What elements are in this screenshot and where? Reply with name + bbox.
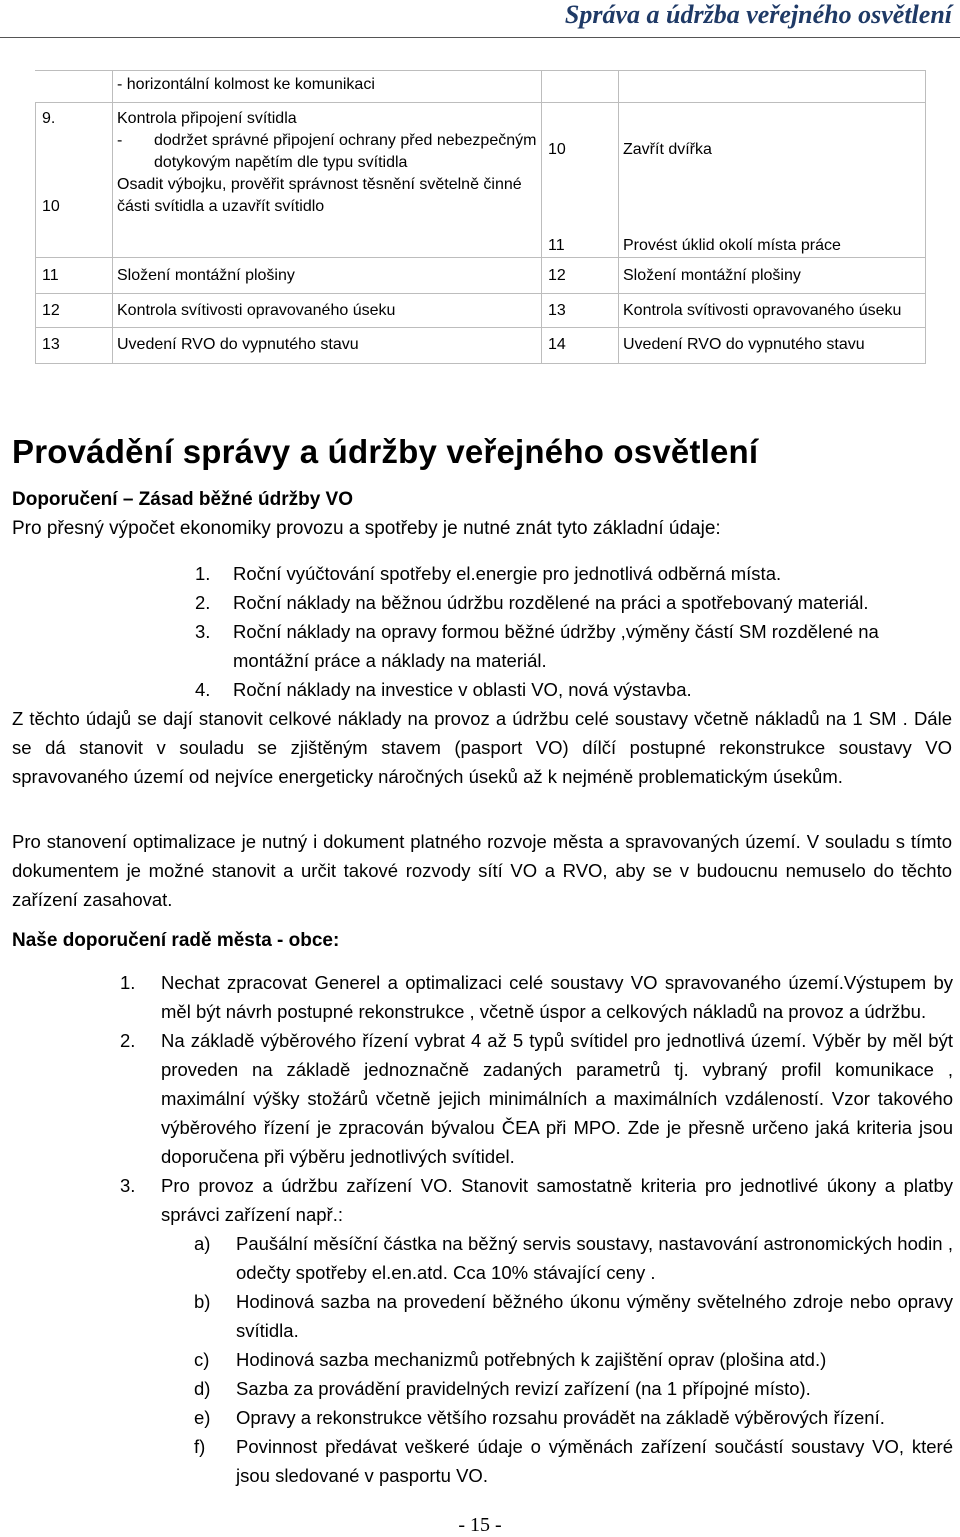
sublist-item-text: Opravy a rekonstrukce většího rozsahu provádět na základě výběrových řízení. bbox=[236, 1407, 885, 1428]
table-row bbox=[36, 328, 926, 364]
list-item-number: 1. bbox=[195, 563, 211, 584]
sublist-item bbox=[194, 1345, 953, 1374]
header-rule bbox=[0, 37, 960, 38]
paragraph-development: Pro stanovení optimalizace je nutný i dokument platného rozvoje města a spravovaných území. V souladu s tímto dokumentem je možné stanovit a určit takové rozvody sítí VO a RVO, aby se v budoucnu nemuselo do těchto zařízení zasahovat. bbox=[12, 831, 952, 910]
sublist-item-text: Povinnost předávat veškeré údaje o výměnách zařízení součástí soustavy VO, které jsou sledované v pasportu VO. bbox=[236, 1436, 953, 1486]
row4-left-text: Kontrola svítivosti opravovaného úseku bbox=[113, 294, 542, 328]
table-row bbox=[36, 103, 926, 258]
sublist-item bbox=[194, 1374, 953, 1403]
list-item-text: Na základě výběrového řízení vybrat 4 až 5 typů svítidel pro jednotlivá území. Výběr by měl být proveden na základě jednoznačně zadaných parametrů tj. vybraný profil komunikace , maximální výšky stožárů včetně jejich minimálních a maximálních vzdáleností. Vzor takového výběrového řízení je zpracován bývalou ČEA při MPO. Zde je přesně určeno jaká kriteria jsou doporučena při výběru jednotlivých svítidel. bbox=[161, 1030, 953, 1167]
list-item-text: Roční náklady na opravy formou běžné údržby ,výměny částí SM rozdělené na montážní práce a náklady na materiál. bbox=[233, 621, 879, 671]
list-item bbox=[195, 675, 955, 704]
procedure-table bbox=[35, 70, 926, 364]
list-item bbox=[120, 1171, 953, 1490]
recommend-title: Naše doporučení radě města - obce: bbox=[12, 930, 340, 951]
row3-right-text: Složení montážní plošiny bbox=[619, 258, 926, 294]
row1-right-text: Zavřít dvířka bbox=[623, 141, 712, 158]
paragraph-costs: Z těchto údajů se dají stanovit celkové náklady na provoz a údržbu celé soustavy včetně nákladů na 1 SM . Dále se dá stanovit v souladu se zjištěným stavem (pasport VO) dílčí postupné rekonstrukce soustavy VO spravovaného území od nejvíce energeticky náročných úseků až k nejméně problematickým úsekům. bbox=[12, 708, 952, 787]
sublist-item-text: Paušální měsíční částka na běžný servis soustavy, nastavování astronomických hodin , odečty spotřeby el.en.atd. Cca 10% stávající ceny . bbox=[236, 1233, 953, 1283]
sublist-item bbox=[194, 1287, 953, 1345]
sublist-item-text: Sazba za provádění pravidelných revizí zařízení (na 1 přípojné místo). bbox=[236, 1378, 811, 1399]
sublist-item-letter: e) bbox=[194, 1407, 211, 1428]
table-cell bbox=[36, 103, 113, 258]
fee-sublist bbox=[161, 1229, 953, 1490]
table-row bbox=[36, 71, 926, 103]
sublist-item bbox=[194, 1432, 953, 1490]
sublist-item bbox=[194, 1403, 953, 1432]
sublist-item-letter: d) bbox=[194, 1378, 211, 1399]
row5-left-num: 13 bbox=[36, 328, 113, 364]
row1-right-num: 10 bbox=[548, 141, 566, 158]
page-number: - 15 - bbox=[458, 1514, 502, 1536]
table-row bbox=[36, 258, 926, 294]
table-cell bbox=[542, 71, 619, 103]
sublist-item-letter: a) bbox=[194, 1233, 211, 1254]
row1-left-num: 9. bbox=[42, 110, 56, 127]
table-cell bbox=[113, 103, 542, 258]
sublist-item-letter: b) bbox=[194, 1291, 211, 1312]
table-cell bbox=[619, 71, 926, 103]
list-item-text: Nechat zpracovat Generel a optimalizaci celé soustavy VO spravovaného území.Výstupem by měl být návrh postupné rekonstrukce , včetně úspor a celkových nákladů na provoz a údržbu. bbox=[161, 972, 953, 1022]
table-cell bbox=[619, 103, 926, 258]
row3-left-num: 11 bbox=[36, 258, 113, 294]
list-item-text: Pro provoz a údržbu zařízení VO. Stanovit samostatně kriteria pro jednotlivé úkony a platby správci zařízení např.: bbox=[161, 1175, 953, 1225]
list-item-number: 2. bbox=[195, 592, 211, 613]
row4-right-text: Kontrola svítivosti opravovaného úseku bbox=[619, 294, 926, 328]
page-header-title: Správa a údržba veřejného osvětlení bbox=[564, 0, 952, 29]
table-row bbox=[36, 294, 926, 328]
data-list bbox=[195, 559, 955, 704]
list-item-text: Roční vyúčtování spotřeby el.energie pro jednotlivá odběrná místa. bbox=[233, 563, 782, 584]
row0-left-text: - horizontální kolmost ke komunikaci bbox=[117, 76, 375, 93]
row1-left-sub: dodržet správné připojení ochrany před nebezpečným dotykovým napětím dle typu svítidla bbox=[154, 132, 537, 171]
list-item-number: 1. bbox=[120, 972, 136, 993]
sublist-item bbox=[194, 1229, 953, 1287]
row5-right-num: 14 bbox=[542, 328, 619, 364]
row1-left-sub-wrap: - dodržet správné připojení ochrany před nebezpečným dotykovým napětím dle typu svítidla bbox=[117, 132, 537, 171]
list-item bbox=[195, 617, 955, 675]
sublist-item-letter: c) bbox=[194, 1349, 210, 1370]
row1-left-title: Kontrola připojení svítidla bbox=[117, 110, 297, 127]
row2-left-num: 10 bbox=[42, 198, 60, 215]
list-item-text: Roční náklady na investice v oblasti VO, nová výstavba. bbox=[233, 679, 692, 700]
table-cell bbox=[36, 71, 113, 103]
row5-right-text: Uvedení RVO do vypnutého stavu bbox=[619, 328, 926, 364]
list-item bbox=[195, 559, 955, 588]
section-intro: Pro přesný výpočet ekonomiky provozu a spotřeby je nutné znát tyto základní údaje: bbox=[12, 518, 721, 539]
sublist-item-text: Hodinová sazba mechanizmů potřebných k zajištění oprav (plošina atd.) bbox=[236, 1349, 827, 1370]
sublist-item-letter: f) bbox=[194, 1436, 206, 1457]
list-item bbox=[120, 1026, 953, 1171]
row2-right-num: 11 bbox=[548, 237, 565, 254]
list-item bbox=[195, 588, 955, 617]
list-item-number: 3. bbox=[195, 621, 211, 642]
list-item-number: 2. bbox=[120, 1030, 136, 1051]
row3-right-num: 12 bbox=[542, 258, 619, 294]
recommend-list bbox=[120, 968, 953, 1490]
row3-left-text: Složení montážní plošiny bbox=[113, 258, 542, 294]
list-item-text: Roční náklady na běžnou údržbu rozdělené na práci a spotřebovaný materiál. bbox=[233, 592, 869, 613]
table-cell bbox=[113, 71, 542, 103]
row5-left-text: Uvedení RVO do vypnutého stavu bbox=[113, 328, 542, 364]
list-item bbox=[120, 968, 953, 1026]
row2-left-text: Osadit výbojku, prověřit správnost těsnění světelně činné části svítidla a uzavřít svítidlo bbox=[117, 176, 522, 215]
section-subtitle: Doporučení – Zásad běžné údržby VO bbox=[12, 489, 354, 510]
row4-right-num: 13 bbox=[542, 294, 619, 328]
row2-right-text: Provést úklid okolí místa práce bbox=[623, 237, 841, 254]
section-title: Provádění správy a údržby veřejného osvětlení bbox=[12, 433, 759, 470]
table-cell bbox=[542, 103, 619, 258]
sublist-item-text: Hodinová sazba na provedení běžného úkonu výměny světelného zdroje nebo opravy svítidla. bbox=[236, 1291, 953, 1341]
list-item-number: 3. bbox=[120, 1175, 136, 1196]
row4-left-num: 12 bbox=[36, 294, 113, 328]
list-item-number: 4. bbox=[195, 679, 211, 700]
